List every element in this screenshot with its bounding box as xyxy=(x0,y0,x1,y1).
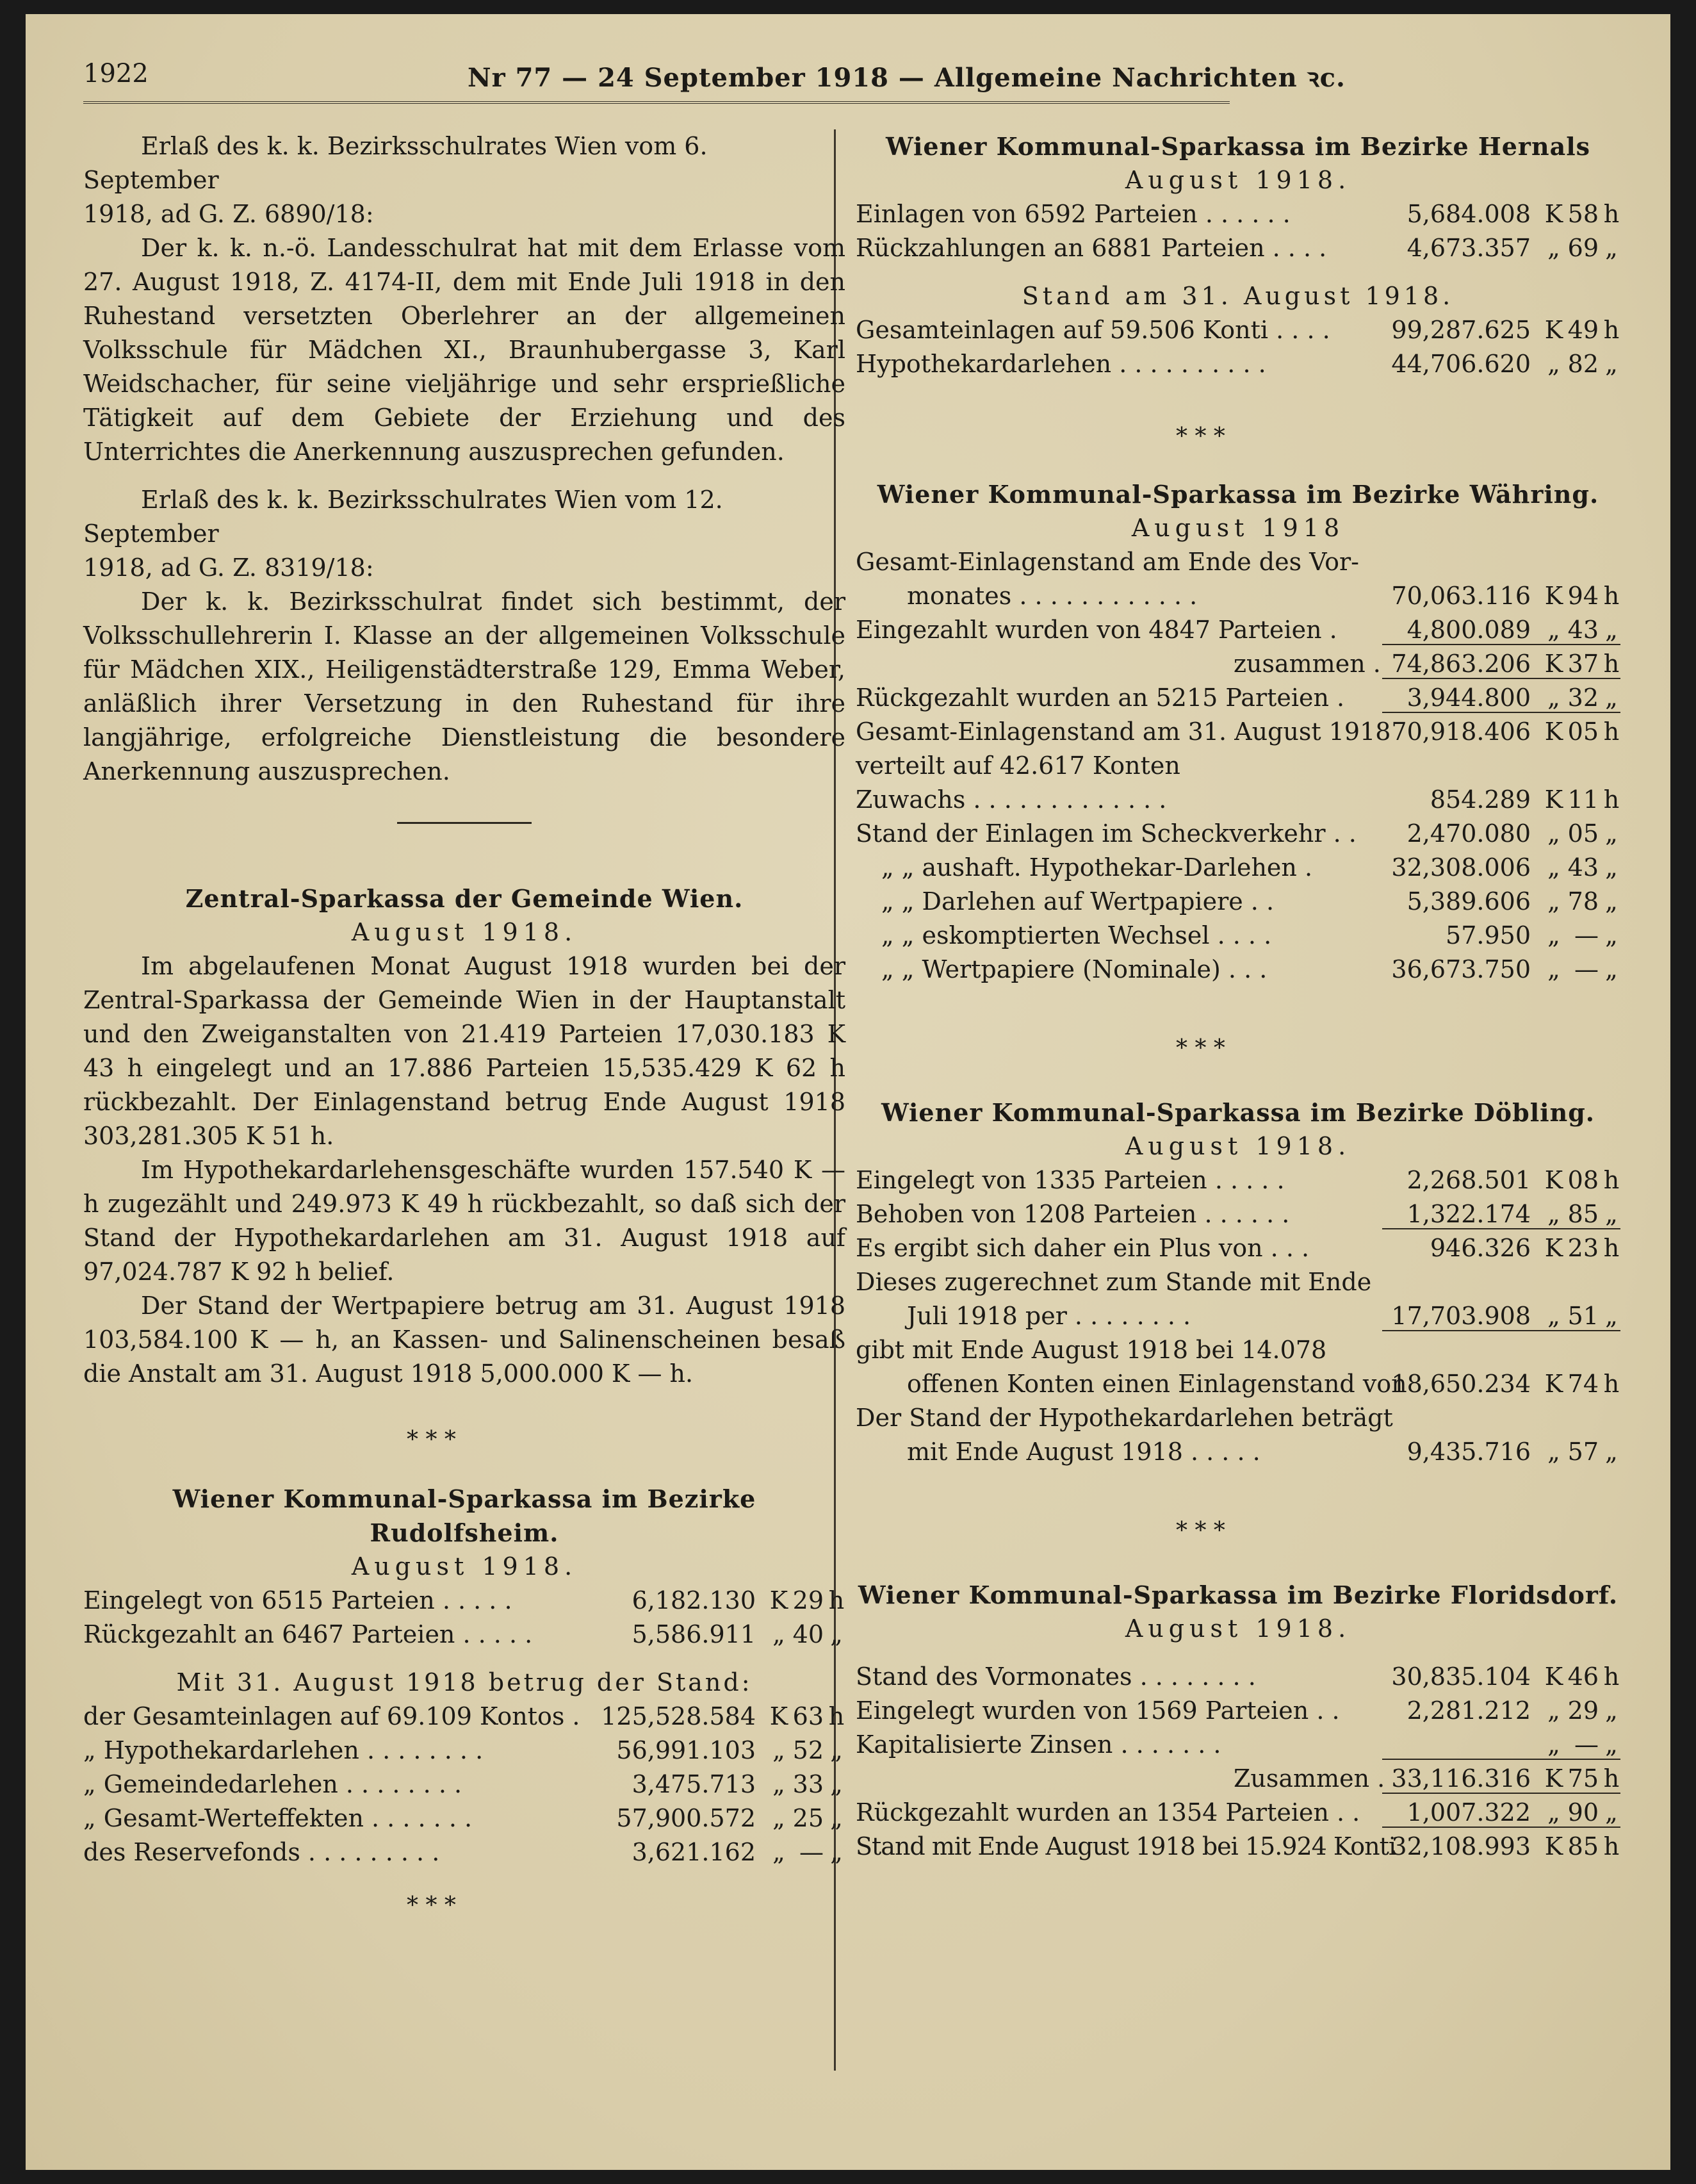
rudolfsheim-title: Wiener Kommunal-Sparkassa im Bezirke Rudolfsheim. xyxy=(172,1484,756,1547)
table-row: Gesamt-Einlagenstand am Ende des Vor- xyxy=(856,548,1360,576)
table-row: „ „ Darlehen auf Wertpapiere . . 5,389.606 „ 78 „ xyxy=(881,887,1618,915)
asterism-separator xyxy=(856,381,1620,477)
zentral-paragraph-2: Im Hypothekardarlehensgeschäfte wurden 157.540 K — h zugezählt und 249.973 K 49 h rückbezahlt, so daß sich der Stand der Hypothekardarlehen am 31. August 1918 auf 97,024.787 K 92 h belief. xyxy=(83,1156,845,1286)
hernals-table-2 xyxy=(856,313,1620,381)
table-row: Eingelegt von 1335 Parteien . . . . . 2,268.501 K 08 h xyxy=(856,1166,1620,1194)
table-row: Eingezahlt wurden von 4847 Parteien . 4,800.089 „ 43 „ xyxy=(856,613,1620,647)
table-row: offenen Konten einen Einlagenstand von 18,650.234 K 74 h xyxy=(907,1370,1620,1398)
table-row: Gesamteinlagen auf 59.506 Konti . . . . 99,287.625 K 49 h xyxy=(856,316,1620,344)
asterism: * * * xyxy=(1176,423,1225,450)
asterism: * * * xyxy=(407,1427,456,1453)
table-row: „ Hypothekardarlehen . . . . . . . . 56,991.103 „ 52 „ xyxy=(83,1736,843,1764)
table-row: monates . . . . . . . . . . . . 70,063.116 K 94 h xyxy=(907,582,1620,610)
floridsdorf-table xyxy=(856,1660,1620,1864)
page-number: 1922 xyxy=(83,59,149,88)
table-row: Zusammen . 33,116.316 K 75 h xyxy=(856,1762,1620,1796)
table-row: Gesamt-Einlagenstand am 31. August 1918 70,918.406 K 05 h xyxy=(856,718,1620,746)
table-row: Stand des Vormonates . . . . . . . . 30,835.104 K 46 h xyxy=(856,1663,1620,1691)
table-row: Stand der Einlagen im Scheckverkehr . . 2,470.080 „ 05 „ xyxy=(856,819,1618,848)
table-row: „ Gemeindedarlehen . . . . . . . . 3,475.713 „ 33 „ xyxy=(83,1770,843,1798)
erlass2-heading-1: Erlaß des k. k. Bezirksschulrates Wien vom 12. September xyxy=(83,486,723,548)
hernals-month: August 1918. xyxy=(1125,166,1351,194)
rudolfsheim-table-2 xyxy=(83,1700,845,1869)
asterism-separator xyxy=(83,1391,845,1468)
newspaper-page xyxy=(26,14,1670,2170)
doebling-month: August 1918. xyxy=(1125,1132,1351,1160)
table-row: mit Ende August 1918 . . . . . 9,435.716 „ 57 „ xyxy=(907,1438,1618,1466)
erlass2-body: Der k. k. Bezirksschulrat findet sich bestimmt, der Volksschullehrerin I. Klasse an der allgemeinen Volksschule für Mädchen XIX., Heiligenstädterstraße 129, Emma Weber, anläßlich ihrer Versetzung in den Ruhestand für ihre langjährige, erfolgreiche Dienstleistung die besondere Anerkennung auszusprechen. xyxy=(83,587,845,785)
table-row: Juli 1918 per . . . . . . . . 17,703.908 „ 51 „ xyxy=(856,1299,1620,1333)
zentral-month: August 1918. xyxy=(351,918,578,946)
rudolfsheim-stand-heading: Mit 31. August 1918 betrug der Stand: xyxy=(176,1668,753,1696)
waehring-title: Wiener Kommunal-Sparkassa im Bezirke Währing. xyxy=(877,480,1599,509)
doebling-title: Wiener Kommunal-Sparkassa im Bezirke Döbling. xyxy=(881,1098,1595,1127)
erlass1-heading-1: Erlaß des k. k. Bezirksschulrates Wien vom 6. September xyxy=(83,132,708,194)
table-row: Rückgezahlt wurden an 5215 Parteien . 3,944.800 „ 32 „ xyxy=(856,681,1620,715)
zentral-paragraph-1: Im abgelaufenen Monat August 1918 wurden bei der Zentral-Sparkassa der Gemeinde Wien in der Hauptanstalt und den Zweiganstalten von 21.419 Parteien 17,030.183 K 43 h eingelegt und an 17.886 Parteien 15,535.429 K 62 h rückbezahlt. Der Einlagenstand betrug Ende August 1918 303,281.305 K 51 h. xyxy=(83,952,845,1150)
table-row: Kapitalisierte Zinsen . . . . . . . „ — „ xyxy=(856,1728,1620,1762)
left-column xyxy=(83,129,845,1927)
waehring-month: August 1918 xyxy=(1131,514,1345,542)
table-row: Der Stand der Hypothekardarlehen beträgt xyxy=(856,1404,1393,1432)
erlass1-body: Der k. k. n.-ö. Landesschulrat hat mit dem Erlasse vom 27. August 1918, Z. 4174-II, dem mit Ende Juli 1918 in den Ruhestand versetzten Oberlehrer an der allgemeinen Volksschule für Mädchen XI., Braunhubergasse 3, Karl Weidschacher, für seine vieljährige und sehr ersprießliche Tätigkeit auf dem Gebiete der Erziehung und des Unterrichtes die Anerkennung auszusprechen gefunden. xyxy=(83,234,845,466)
table-row: Behoben von 1208 Parteien . . . . . . 1,322.174 „ 85 „ xyxy=(856,1197,1620,1231)
hernals-title: Wiener Kommunal-Sparkassa im Bezirke Hernals xyxy=(885,132,1591,161)
table-row: Stand mit Ende August 1918 bei 15.924 Konti 32,108.993 K 85 h xyxy=(856,1832,1620,1860)
table-row: gibt mit Ende August 1918 bei 14.078 xyxy=(856,1336,1327,1364)
floridsdorf-title: Wiener Kommunal-Sparkassa im Bezirke Floridsdorf. xyxy=(858,1581,1619,1609)
asterism-separator xyxy=(856,1469,1620,1578)
erlass2-heading-2: 1918, ad G. Z. 8319/18: xyxy=(83,554,374,582)
table-row: „ „ eskomptierten Wechsel . . . . 57.950 „ — „ xyxy=(881,921,1618,949)
table-row: Rückzahlungen an 6881 Parteien . . . . 4,673.357 „ 69 „ xyxy=(856,234,1618,262)
table-row: der Gesamteinlagen auf 69.109 Kontos . 125,528.584 K 63 h xyxy=(83,1702,845,1730)
rudolfsheim-month: August 1918. xyxy=(351,1552,578,1581)
asterism: * * * xyxy=(1176,1035,1225,1062)
table-row: Rückgezahlt wurden an 1354 Parteien . . 1,007.322 „ 90 „ xyxy=(856,1796,1620,1830)
hernals-table-1 xyxy=(856,197,1620,265)
table-row: Eingelegt von 6515 Parteien . . . . . 6,182.130 K 29 h xyxy=(83,1586,845,1614)
right-column xyxy=(856,129,1620,1864)
floridsdorf-month: August 1918. xyxy=(1125,1614,1351,1643)
zentral-paragraph-3: Der Stand der Wertpapiere betrug am 31. August 1918 103,584.100 K — h, an Kassen- und Salinenscheinen besaß die Anstalt am 31. August 1918 5,000.000 K — h. xyxy=(83,1292,845,1388)
table-row: „ „ aushaft. Hypothekar-Darlehen . 32,308.006 „ 43 „ xyxy=(881,853,1618,882)
table-row: Rückgezahlt an 6467 Parteien . . . . . 5,586.911 „ 40 „ xyxy=(83,1620,843,1648)
waehring-table xyxy=(856,545,1620,987)
header-rule xyxy=(83,97,1230,104)
table-row: Dieses zugerechnet zum Stande mit Ende xyxy=(856,1268,1372,1296)
erlass1-heading-2: 1918, ad G. Z. 6890/18: xyxy=(83,200,374,228)
doebling-table xyxy=(856,1163,1620,1469)
asterism: * * * xyxy=(407,1893,456,1919)
asterism-separator xyxy=(856,987,1620,1096)
table-row: Hypothekardarlehen . . . . . . . . . . 44,706.620 „ 82 „ xyxy=(856,350,1618,378)
table-row: „ Gesamt-Werteffekten . . . . . . . 57,900.572 „ 25 „ xyxy=(83,1804,843,1832)
hernals-stand-heading: Stand am 31. August 1918. xyxy=(1022,282,1455,310)
table-row: „ „ Wertpapiere (Nominale) . . . 36,673.750 „ — „ xyxy=(881,955,1618,983)
table-row: verteilt auf 42.617 Konten xyxy=(856,751,1180,780)
zentral-title: Zentral-Sparkassa der Gemeinde Wien. xyxy=(185,884,744,913)
table-row: Zuwachs . . . . . . . . . . . . . 854.289 K 11 h xyxy=(856,785,1620,814)
table-row: zusammen . 74,863.206 K 37 h xyxy=(856,647,1620,681)
rudolfsheim-table-1 xyxy=(83,1584,845,1652)
page-header xyxy=(83,59,1620,97)
table-row: Es ergibt sich daher ein Plus von . . . 946.326 K 23 h xyxy=(856,1234,1620,1262)
running-title: Nr 77 — 24 September 1918 — Allgemeine Nachrichten ꝛc. xyxy=(468,63,1346,93)
table-row: Einlagen von 6592 Parteien . . . . . . 5,684.008 K 58 h xyxy=(856,200,1620,228)
asterism-separator xyxy=(83,1869,845,1927)
table-row: des Reservefonds . . . . . . . . . 3,621.162 „ — „ xyxy=(83,1838,843,1866)
table-row: Eingelegt wurden von 1569 Parteien . . 2,281.212 „ 29 „ xyxy=(856,1696,1618,1725)
asterism: * * * xyxy=(1176,1518,1225,1544)
